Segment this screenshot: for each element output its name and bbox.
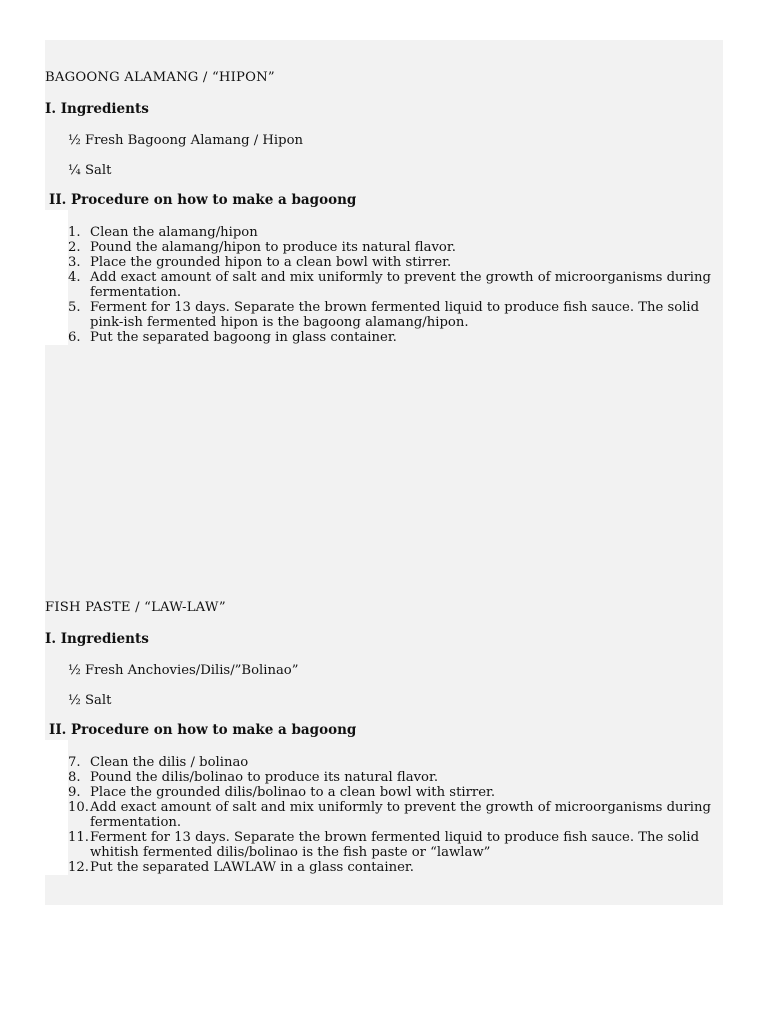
section2-ingredient-2: ½ Salt [68,693,112,708]
step-text-continued: fermentation. [90,815,182,830]
step-number: 7. [68,755,81,770]
step-text-continued: whitish fermented dilis/bolinao is the fish paste or “lawlaw” [90,845,491,860]
step-text: Ferment for 13 days. Separate the brown fermented liquid to produce fish sauce. The solid [90,830,700,845]
step-text: Add exact amount of salt and mix uniformly to prevent the growth of microorganisms during [90,270,711,285]
step-number: 11. [68,830,89,845]
list-item [45,225,715,240]
section1-steps [45,225,715,345]
list-item [45,270,715,300]
list-item [45,770,715,785]
section1-ingredients-heading: I. Ingredients [45,101,149,117]
section1-ingredient-2: ¼ Salt [68,163,112,178]
section2-ingredients-heading: I. Ingredients [45,631,149,647]
section2-steps [45,755,715,875]
step-number: 9. [68,785,81,800]
list-item [45,785,715,800]
list-item [45,255,715,270]
section2-ingredient-1: ½ Fresh Anchovies/Dilis/”Bolinao” [68,663,299,678]
list-item [45,300,715,330]
step-text: Pound the dilis/bolinao to produce its natural flavor. [90,770,439,785]
step-text: Put the separated LAWLAW in a glass container. [90,860,414,875]
section2-title: FISH PASTE / “LAW-LAW” [45,600,226,615]
section1-ingredient-1: ½ Fresh Bagoong Alamang / Hipon [68,133,304,148]
step-text-continued: pink-ish fermented hipon is the bagoong alamang/hipon. [90,315,469,330]
step-number: 10. [68,800,89,815]
step-number: 6. [68,330,81,345]
list-item [45,860,715,875]
step-number: 2. [68,240,81,255]
step-text: Place the grounded hipon to a clean bowl with stirrer. [90,255,452,270]
step-number: 4. [68,270,81,285]
section2-procedure-heading: II. Procedure on how to make a bagoong [49,722,357,738]
step-number: 8. [68,770,81,785]
step-text: Clean the alamang/hipon [90,225,258,240]
step-text: Place the grounded dilis/bolinao to a clean bowl with stirrer. [90,785,496,800]
step-text: Clean the dilis / bolinao [90,755,249,770]
step-number: 1. [68,225,81,240]
step-text: Add exact amount of salt and mix uniformly to prevent the growth of microorganisms during [90,800,711,815]
list-item [45,830,715,860]
step-number: 3. [68,255,81,270]
step-text: Pound the alamang/hipon to produce its natural flavor. [90,240,456,255]
step-text: Ferment for 13 days. Separate the brown fermented liquid to produce fish sauce. The solid [90,300,700,315]
list-item [45,755,715,770]
step-number: 12. [68,860,89,875]
step-number: 5. [68,300,81,315]
section1-title: BAGOONG ALAMANG / “HIPON” [45,70,275,85]
section1-procedure-heading: II. Procedure on how to make a bagoong [49,192,357,208]
list-item [45,240,715,255]
step-text-continued: fermentation. [90,285,182,300]
step-text: Put the separated bagoong in glass container. [90,330,397,345]
list-item [45,330,715,345]
list-item [45,800,715,830]
